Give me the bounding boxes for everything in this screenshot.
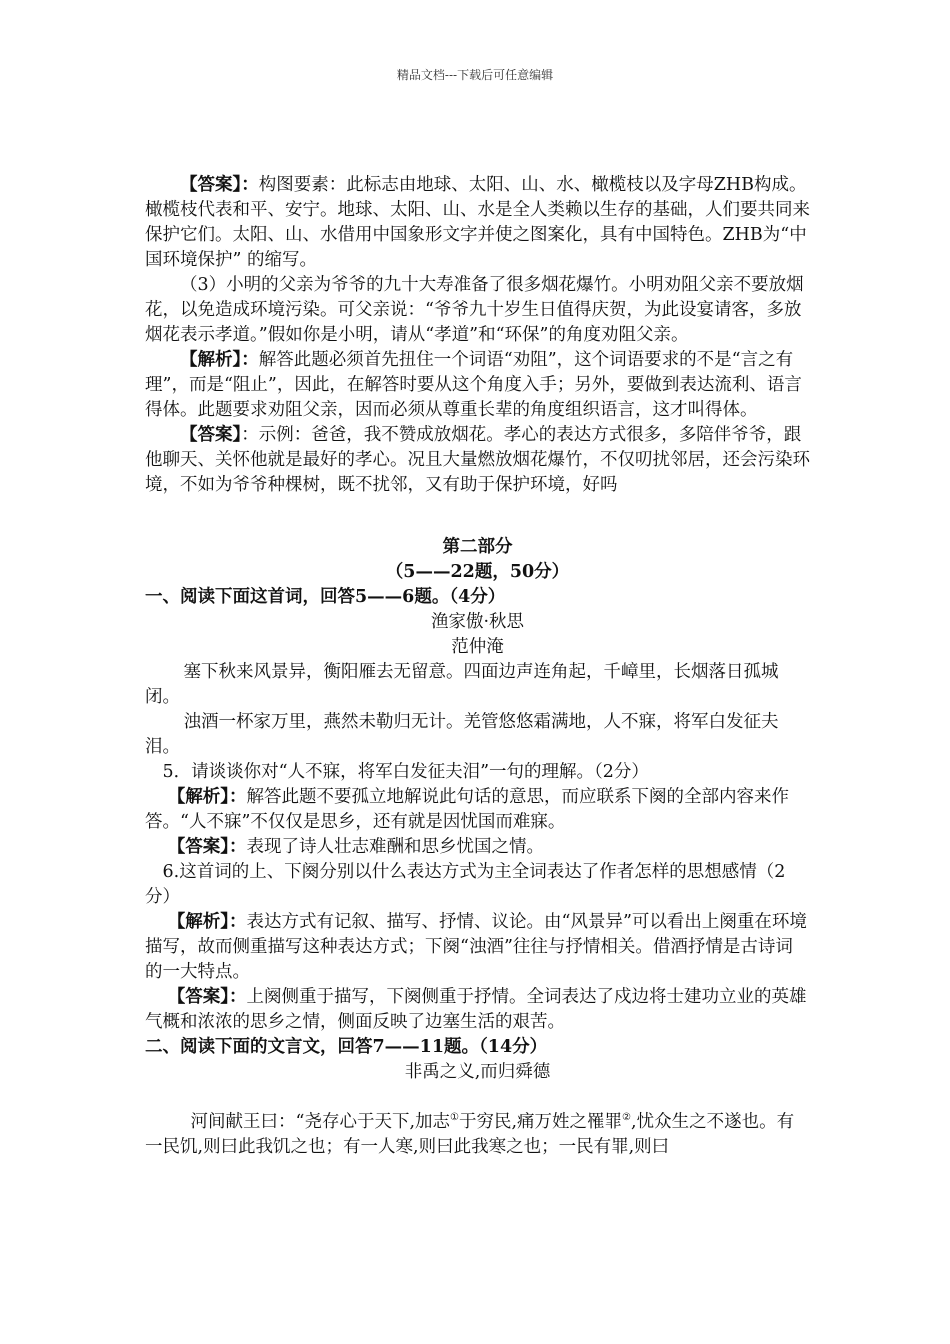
analysis-paragraph-q5 bbox=[145, 785, 810, 835]
analysis-text: 解答此题不要孤立地解说此句话的意思，而应联系下阕的全部内容来作答。“人不寐”不仅仅是思乡，还有就是因忧国而难寐。 bbox=[145, 787, 789, 832]
analysis-label: 【解析】： bbox=[167, 787, 247, 807]
document-body bbox=[145, 173, 810, 1160]
answer-text: 表现了诗人壮志难酬和思乡忧国之情。 bbox=[246, 837, 544, 857]
classical-text-title: 非禹之义,而归舜德 bbox=[404, 1062, 551, 1082]
spacer bbox=[145, 523, 810, 535]
poem-title: 渔家傲·秋思 bbox=[430, 612, 525, 632]
section-heading-1: 一、阅读下面这首词，回答5——6题。（4分） bbox=[145, 587, 506, 607]
footnote-marker: ① bbox=[450, 1112, 459, 1124]
analysis-label: 【解析】： bbox=[167, 912, 247, 932]
answer-label: 【答案】 bbox=[180, 425, 242, 445]
answer-label: 【答案】： bbox=[180, 175, 259, 195]
footnote-marker: ② bbox=[622, 1112, 632, 1124]
poem-stanza-2: 浊酒一杯家万里，燕然未勒归无计。羌管悠悠霜满地，人不寐，将军白发征夫泪。 bbox=[145, 712, 779, 757]
poem-stanza-1: 塞下秋来风景异，衡阳雁去无留意。四面边声连角起，千嶂里，长烟落日孤城闭。 bbox=[145, 662, 779, 707]
spacer bbox=[145, 1085, 810, 1110]
classical-text-paragraph bbox=[145, 1110, 810, 1160]
question-5: 5．请谈谈你对“人不寐，将军白发征夫泪”一句的理解。（2分） bbox=[162, 762, 649, 782]
part-subtitle: （5——22题，50分） bbox=[385, 562, 570, 582]
question-6: 6.这首词的上、下阕分别以什么表达方式为主全词表达了作者怎样的思想感情（2分） bbox=[145, 862, 786, 907]
answer-text: 上阕侧重于描写，下阕侧重于抒情。全词表达了戍边将士建功立业的英雄气概和浓浓的思乡之情，侧面反映了边塞生活的艰苦。 bbox=[145, 987, 807, 1032]
analysis-text: 解答此题必须首先扭住一个词语“劝阻”，这个词语要求的不是“言之有理”，而是“阻止”，因此，在解答时要从这个角度入手；另外，要做到表达流利、语言得体。此题要求劝阻父亲，因而必须从尊重长辈的角度组织语言，这才叫得体。 bbox=[145, 350, 802, 420]
classical-text-part: 河间献王曰：“尧存心于天下,加志 bbox=[190, 1112, 451, 1132]
question-3: （3）小明的父亲为爷爷的九十大寿准备了很多烟花爆竹。小明劝阻父亲不要放烟花，以免造成环境污染。可父亲说：“爷爷九十岁生日值得庆贺，为此设宴请客，多放烟花表示孝道。”假如你是小明，请从“孝道”和“环保”的角度劝阻父亲。 bbox=[145, 275, 804, 345]
analysis-paragraph-q3 bbox=[145, 348, 810, 423]
analysis-label: 【解析】： bbox=[180, 350, 259, 370]
analysis-paragraph-q6 bbox=[145, 910, 810, 985]
spacer bbox=[145, 498, 810, 523]
answer-paragraph-q5 bbox=[145, 835, 810, 860]
part-title: 第二部分 bbox=[442, 537, 513, 557]
page-header: 精品文档---下载后可任意编辑 bbox=[396, 68, 554, 82]
answer-label: 【答案】： bbox=[167, 987, 247, 1007]
answer-paragraph-q6 bbox=[145, 985, 810, 1035]
answer-label: 【答案】： bbox=[167, 837, 247, 857]
classical-text-part: 于穷民,痛万姓之罹罪 bbox=[458, 1112, 623, 1132]
poem-author: 范仲淹 bbox=[451, 637, 504, 657]
answer-paragraph-1 bbox=[145, 173, 810, 273]
answer-text: 构图要素：此标志由地球、太阳、山、水、橄榄枝以及字母ZHB构成。橄榄枝代表和平、安宁。地球、太阳、山、水是全人类赖以生存的基础，人们要共同来保护它们。太阳、山、水借用中国象形文字并使之图案化，具有中国特色。ZHB为“中国环境保护” 的缩写。 bbox=[145, 175, 810, 270]
analysis-text: 表达方式有记叙、描写、抒情、议论。由“风景异”可以看出上阕重在环境描写，故而侧重描写这种表达方式；下阕“浊酒”往往与抒情相关。借酒抒情是古诗词的一大特点。 bbox=[145, 912, 807, 982]
classical-text-part: ,忧众生之不遂也。有一民饥,则曰此我饥之也；有一人寒,则曰此我寒之也；一民有罪,则曰 bbox=[145, 1112, 795, 1157]
section-heading-2: 二、阅读下面的文言文，回答7——11题。（14分） bbox=[145, 1037, 548, 1057]
answer-paragraph-q3 bbox=[145, 423, 810, 498]
answer-text: ：示例：爸爸，我不赞成放烟花。孝心的表达方式很多，多陪伴爷爷，跟他聊天、关怀他就是最好的孝心。况且大量燃放烟花爆竹，不仅叨扰邻居，还会污染环境，不如为爷爷种棵树，既不扰邻，又有助于保护环境，好吗 bbox=[145, 425, 810, 495]
